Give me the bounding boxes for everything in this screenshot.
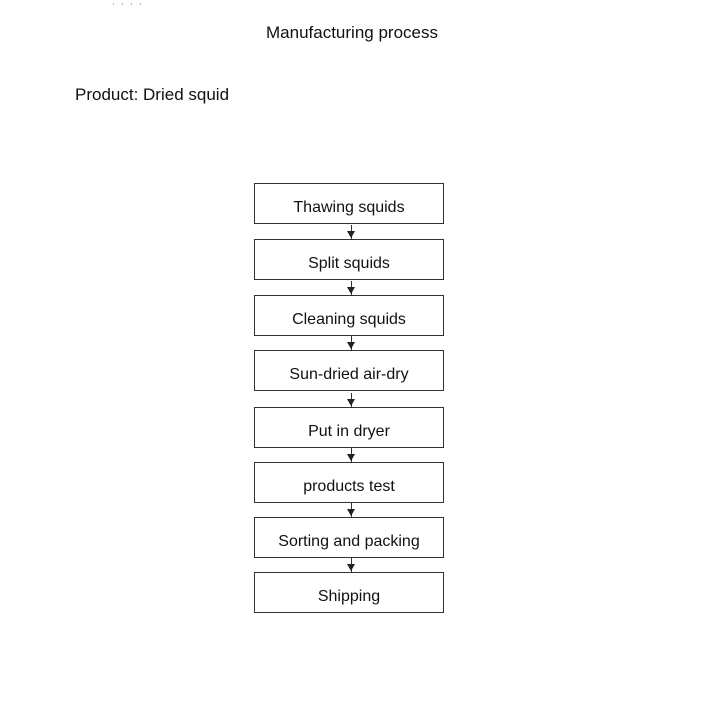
- flow-arrow: [349, 393, 353, 407]
- step-sorting-and-packing: [254, 517, 444, 558]
- step-label: Cleaning squids: [292, 311, 406, 328]
- flow-arrow: [349, 225, 353, 239]
- step-label: Sorting and packing: [278, 533, 420, 550]
- flow-arrow: [349, 336, 353, 350]
- step-label: Split squids: [308, 255, 390, 272]
- step-cleaning-squids: [254, 295, 444, 336]
- step-put-in-dryer: [254, 407, 444, 448]
- product-label: Product: Dried squid: [75, 85, 230, 104]
- step-thawing-squids: [254, 183, 444, 224]
- page-title: Manufacturing process: [266, 23, 438, 42]
- step-shipping: [254, 572, 444, 613]
- step-label: Sun-dried air-dry: [289, 366, 409, 383]
- arrow-down-icon: [347, 231, 355, 238]
- flow-arrow: [349, 558, 353, 572]
- step-label: products test: [303, 478, 395, 495]
- flow-arrow: [349, 281, 353, 295]
- cropped-top-text: , , , ,: [112, 0, 144, 6]
- step-products-test: [254, 462, 444, 503]
- step-label: Put in dryer: [308, 423, 390, 440]
- arrow-down-icon: [347, 454, 355, 461]
- arrow-down-icon: [347, 564, 355, 571]
- arrow-down-icon: [347, 342, 355, 349]
- arrow-down-icon: [347, 399, 355, 406]
- flow-arrow: [349, 448, 353, 462]
- step-label: Shipping: [317, 588, 381, 605]
- step-label: Thawing squids: [293, 199, 405, 216]
- step-sun-dried-air-dry: [254, 350, 444, 391]
- step-split-squids: [254, 239, 444, 280]
- flow-arrow: [349, 503, 353, 517]
- arrow-down-icon: [347, 509, 355, 516]
- arrow-down-icon: [347, 287, 355, 294]
